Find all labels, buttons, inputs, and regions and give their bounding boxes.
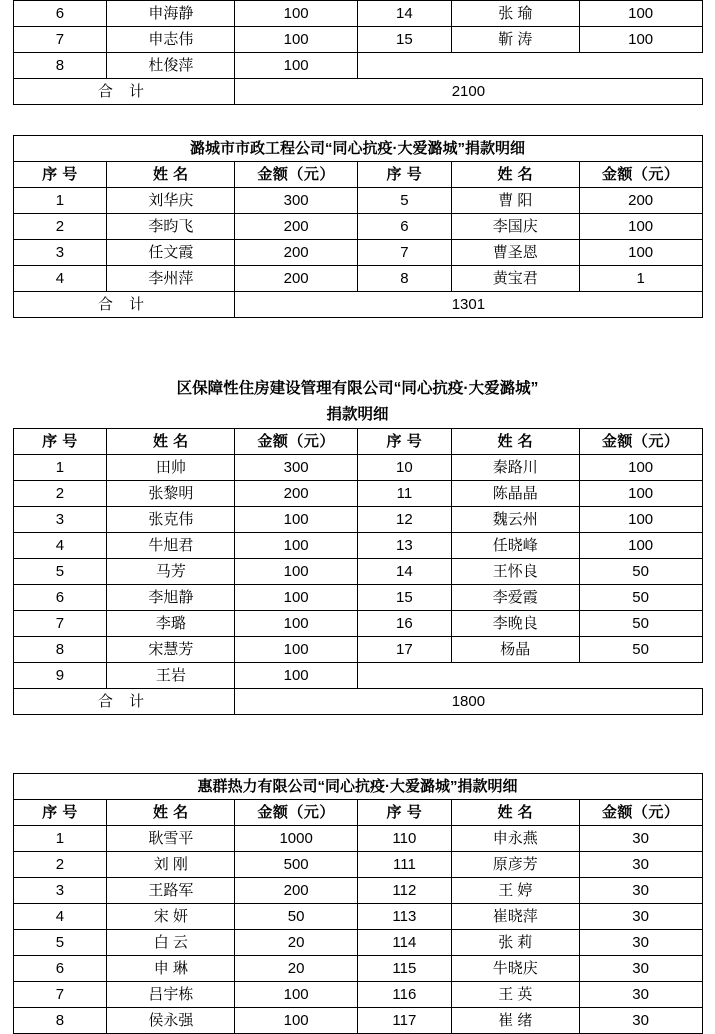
cell-name: 李州萍 — [107, 266, 235, 292]
cell-empty — [357, 663, 702, 689]
cell-name: 宋 妍 — [107, 904, 235, 930]
header-amount: 金额（元） — [235, 800, 358, 826]
cell-name: 曹 阳 — [451, 188, 579, 214]
table-row — [13, 266, 702, 292]
table-row — [13, 637, 702, 663]
table-row — [13, 188, 702, 214]
cell-name: 靳 涛 — [451, 27, 579, 53]
cell-amount: 50 — [579, 637, 702, 663]
cell-index: 7 — [13, 27, 107, 53]
cell-amount: 1000 — [235, 826, 358, 852]
cell-amount: 30 — [579, 956, 702, 982]
cell-amount: 100 — [235, 611, 358, 637]
cell-index: 10 — [357, 455, 451, 481]
header-amount: 金额（元） — [235, 429, 358, 455]
table-row — [13, 533, 702, 559]
section-spacer — [0, 715, 715, 773]
cell-amount: 100 — [235, 1, 358, 27]
table-title-block-affordable-housing — [13, 376, 703, 428]
cell-amount: 100 — [235, 53, 358, 79]
cell-amount: 100 — [579, 240, 702, 266]
table-row — [13, 982, 702, 1008]
table-title: 惠群热力有限公司“同心抗疫·大爱潞城”捐款明细 — [13, 774, 702, 800]
cell-name: 王路军 — [107, 878, 235, 904]
cell-amount: 100 — [235, 533, 358, 559]
cell-index: 1 — [13, 188, 107, 214]
cell-index: 8 — [13, 637, 107, 663]
table-row — [13, 826, 702, 852]
table-title-line1: 区保障性住房建设管理有限公司“同心抗疫·大爱潞城” — [176, 380, 539, 397]
cell-empty — [357, 53, 702, 79]
total-label: 合 计 — [13, 79, 235, 105]
cell-name: 原彦芳 — [451, 852, 579, 878]
cell-index: 4 — [13, 266, 107, 292]
cell-name: 李旭静 — [107, 585, 235, 611]
table-total-row — [13, 292, 702, 318]
cell-name: 李昀飞 — [107, 214, 235, 240]
cell-index: 3 — [13, 240, 107, 266]
table-row — [13, 611, 702, 637]
cell-name: 王怀良 — [451, 559, 579, 585]
section-spacer — [0, 105, 715, 135]
cell-index: 114 — [357, 930, 451, 956]
cell-index: 8 — [357, 266, 451, 292]
table-row — [13, 27, 702, 53]
header-name: 姓 名 — [451, 800, 579, 826]
cell-amount: 100 — [235, 507, 358, 533]
table-row — [13, 240, 702, 266]
cell-amount: 300 — [235, 455, 358, 481]
cell-name: 陈晶晶 — [451, 481, 579, 507]
cell-amount: 30 — [579, 878, 702, 904]
table-row — [13, 507, 702, 533]
cell-index: 6 — [13, 585, 107, 611]
cell-amount: 30 — [579, 826, 702, 852]
cell-amount: 50 — [579, 559, 702, 585]
cell-name: 耿雪平 — [107, 826, 235, 852]
header-index: 序 号 — [357, 800, 451, 826]
cell-index: 2 — [13, 214, 107, 240]
cell-name: 张黎明 — [107, 481, 235, 507]
cell-index: 15 — [357, 27, 451, 53]
table-row — [13, 956, 702, 982]
cell-name: 宋慧芳 — [107, 637, 235, 663]
cell-amount: 20 — [235, 930, 358, 956]
donation-table-municipal-engineering — [13, 135, 703, 318]
header-amount: 金额（元） — [579, 162, 702, 188]
total-label: 合 计 — [13, 292, 235, 318]
table-row — [13, 1, 702, 27]
cell-amount: 30 — [579, 904, 702, 930]
cell-index: 7 — [13, 982, 107, 1008]
cell-amount: 100 — [579, 1, 702, 27]
cell-amount: 200 — [235, 266, 358, 292]
cell-index: 1 — [13, 826, 107, 852]
cell-amount: 50 — [235, 904, 358, 930]
cell-index: 116 — [357, 982, 451, 1008]
cell-name: 张 莉 — [451, 930, 579, 956]
section-spacer — [0, 318, 715, 376]
cell-index: 13 — [357, 533, 451, 559]
cell-index: 110 — [357, 826, 451, 852]
cell-name: 李国庆 — [451, 214, 579, 240]
cell-index: 115 — [357, 956, 451, 982]
cell-index: 7 — [13, 611, 107, 637]
header-name: 姓 名 — [451, 429, 579, 455]
cell-name: 吕宇栋 — [107, 982, 235, 1008]
cell-name: 白 云 — [107, 930, 235, 956]
cell-amount: 200 — [235, 481, 358, 507]
cell-amount: 1 — [579, 266, 702, 292]
cell-index: 111 — [357, 852, 451, 878]
cell-amount: 200 — [235, 240, 358, 266]
cell-amount: 50 — [579, 611, 702, 637]
cell-index: 3 — [13, 878, 107, 904]
header-name: 姓 名 — [451, 162, 579, 188]
header-name: 姓 名 — [107, 162, 235, 188]
cell-name: 任文霞 — [107, 240, 235, 266]
cell-index: 6 — [357, 214, 451, 240]
table-row — [13, 878, 702, 904]
total-value: 1301 — [235, 292, 702, 318]
cell-index: 4 — [13, 533, 107, 559]
cell-amount: 100 — [235, 663, 358, 689]
cell-name: 田帅 — [107, 455, 235, 481]
cell-amount: 100 — [579, 533, 702, 559]
header-index: 序 号 — [13, 800, 107, 826]
table-row — [13, 930, 702, 956]
cell-name: 黄宝君 — [451, 266, 579, 292]
cell-name: 刘 刚 — [107, 852, 235, 878]
cell-index: 113 — [357, 904, 451, 930]
cell-index: 112 — [357, 878, 451, 904]
cell-amount: 30 — [579, 1008, 702, 1034]
cell-amount: 20 — [235, 956, 358, 982]
cell-amount: 30 — [579, 930, 702, 956]
cell-name: 王 婷 — [451, 878, 579, 904]
cell-name: 牛晓庆 — [451, 956, 579, 982]
cell-name: 申永燕 — [451, 826, 579, 852]
cell-amount: 50 — [579, 585, 702, 611]
header-index: 序 号 — [13, 429, 107, 455]
table-title-row — [13, 136, 702, 162]
cell-name: 王岩 — [107, 663, 235, 689]
cell-name: 张克伟 — [107, 507, 235, 533]
cell-name: 申 琳 — [107, 956, 235, 982]
header-name: 姓 名 — [107, 800, 235, 826]
cell-index: 2 — [13, 481, 107, 507]
cell-name: 秦路川 — [451, 455, 579, 481]
cell-index: 2 — [13, 852, 107, 878]
cell-amount: 100 — [579, 455, 702, 481]
cell-amount: 100 — [579, 214, 702, 240]
total-value: 2100 — [235, 79, 702, 105]
cell-name: 杨晶 — [451, 637, 579, 663]
cell-index: 7 — [357, 240, 451, 266]
cell-index: 5 — [13, 559, 107, 585]
cell-index: 12 — [357, 507, 451, 533]
cell-index: 11 — [357, 481, 451, 507]
cell-amount: 30 — [579, 982, 702, 1008]
cell-amount: 100 — [235, 585, 358, 611]
cell-index: 1 — [13, 455, 107, 481]
cell-index: 5 — [357, 188, 451, 214]
cell-amount: 200 — [579, 188, 702, 214]
header-amount: 金额（元） — [235, 162, 358, 188]
cell-amount: 100 — [235, 982, 358, 1008]
cell-name: 杜俊萍 — [107, 53, 235, 79]
header-index: 序 号 — [13, 162, 107, 188]
cell-index: 14 — [357, 559, 451, 585]
cell-name: 张 瑜 — [451, 1, 579, 27]
cell-index: 8 — [13, 53, 107, 79]
cell-amount: 100 — [235, 559, 358, 585]
cell-amount: 100 — [235, 1008, 358, 1034]
cell-name: 刘华庆 — [107, 188, 235, 214]
cell-amount: 200 — [235, 214, 358, 240]
cell-name: 申海静 — [107, 1, 235, 27]
header-index: 序 号 — [357, 429, 451, 455]
header-amount: 金额（元） — [579, 429, 702, 455]
donation-table-affordable-housing — [13, 428, 703, 715]
cell-index: 5 — [13, 930, 107, 956]
cell-name: 崔 绪 — [451, 1008, 579, 1034]
cell-index: 17 — [357, 637, 451, 663]
cell-name: 任晓峰 — [451, 533, 579, 559]
cell-index: 3 — [13, 507, 107, 533]
table-title-row — [13, 774, 702, 800]
table-row — [13, 455, 702, 481]
cell-name: 申志伟 — [107, 27, 235, 53]
cell-name: 李晚良 — [451, 611, 579, 637]
cell-amount: 300 — [235, 188, 358, 214]
cell-index: 15 — [357, 585, 451, 611]
table-header-row — [13, 162, 702, 188]
table-total-row — [13, 689, 702, 715]
cell-name: 侯永强 — [107, 1008, 235, 1034]
cell-amount: 100 — [579, 27, 702, 53]
cell-index: 6 — [13, 956, 107, 982]
table-row — [13, 852, 702, 878]
header-index: 序 号 — [357, 162, 451, 188]
cell-name: 魏云州 — [451, 507, 579, 533]
donation-table-huiqun-heating — [13, 773, 703, 1034]
cell-amount: 100 — [235, 637, 358, 663]
cell-index: 8 — [13, 1008, 107, 1034]
table-row — [13, 53, 702, 79]
cell-amount: 100 — [235, 27, 358, 53]
table-title: 潞城市市政工程公司“同心抗疫·大爱潞城”捐款明细 — [13, 136, 702, 162]
total-label: 合 计 — [13, 689, 235, 715]
header-amount: 金额（元） — [579, 800, 702, 826]
header-name: 姓 名 — [107, 429, 235, 455]
cell-name: 李璐 — [107, 611, 235, 637]
table-row — [13, 214, 702, 240]
cell-index: 4 — [13, 904, 107, 930]
total-value: 1800 — [235, 689, 702, 715]
table-header-row — [13, 429, 702, 455]
table-row — [13, 1008, 702, 1034]
cell-index: 117 — [357, 1008, 451, 1034]
table-row — [13, 585, 702, 611]
cell-amount: 500 — [235, 852, 358, 878]
table-row — [13, 559, 702, 585]
table-total-row — [13, 79, 702, 105]
table-header-row — [13, 800, 702, 826]
table-row — [13, 663, 702, 689]
cell-amount: 100 — [579, 481, 702, 507]
cell-amount: 100 — [579, 507, 702, 533]
cell-index: 9 — [13, 663, 107, 689]
cell-index: 14 — [357, 1, 451, 27]
cell-index: 16 — [357, 611, 451, 637]
table-row — [13, 904, 702, 930]
table-row — [13, 481, 702, 507]
donation-table-top-partial — [13, 0, 703, 105]
table-title-line2: 捐款明细 — [326, 406, 389, 423]
cell-name: 牛旭君 — [107, 533, 235, 559]
cell-name: 崔晓萍 — [451, 904, 579, 930]
cell-name: 马芳 — [107, 559, 235, 585]
cell-amount: 200 — [235, 878, 358, 904]
cell-name: 李爱霞 — [451, 585, 579, 611]
cell-name: 王 英 — [451, 982, 579, 1008]
cell-amount: 30 — [579, 852, 702, 878]
cell-name: 曹圣恩 — [451, 240, 579, 266]
cell-index: 6 — [13, 1, 107, 27]
